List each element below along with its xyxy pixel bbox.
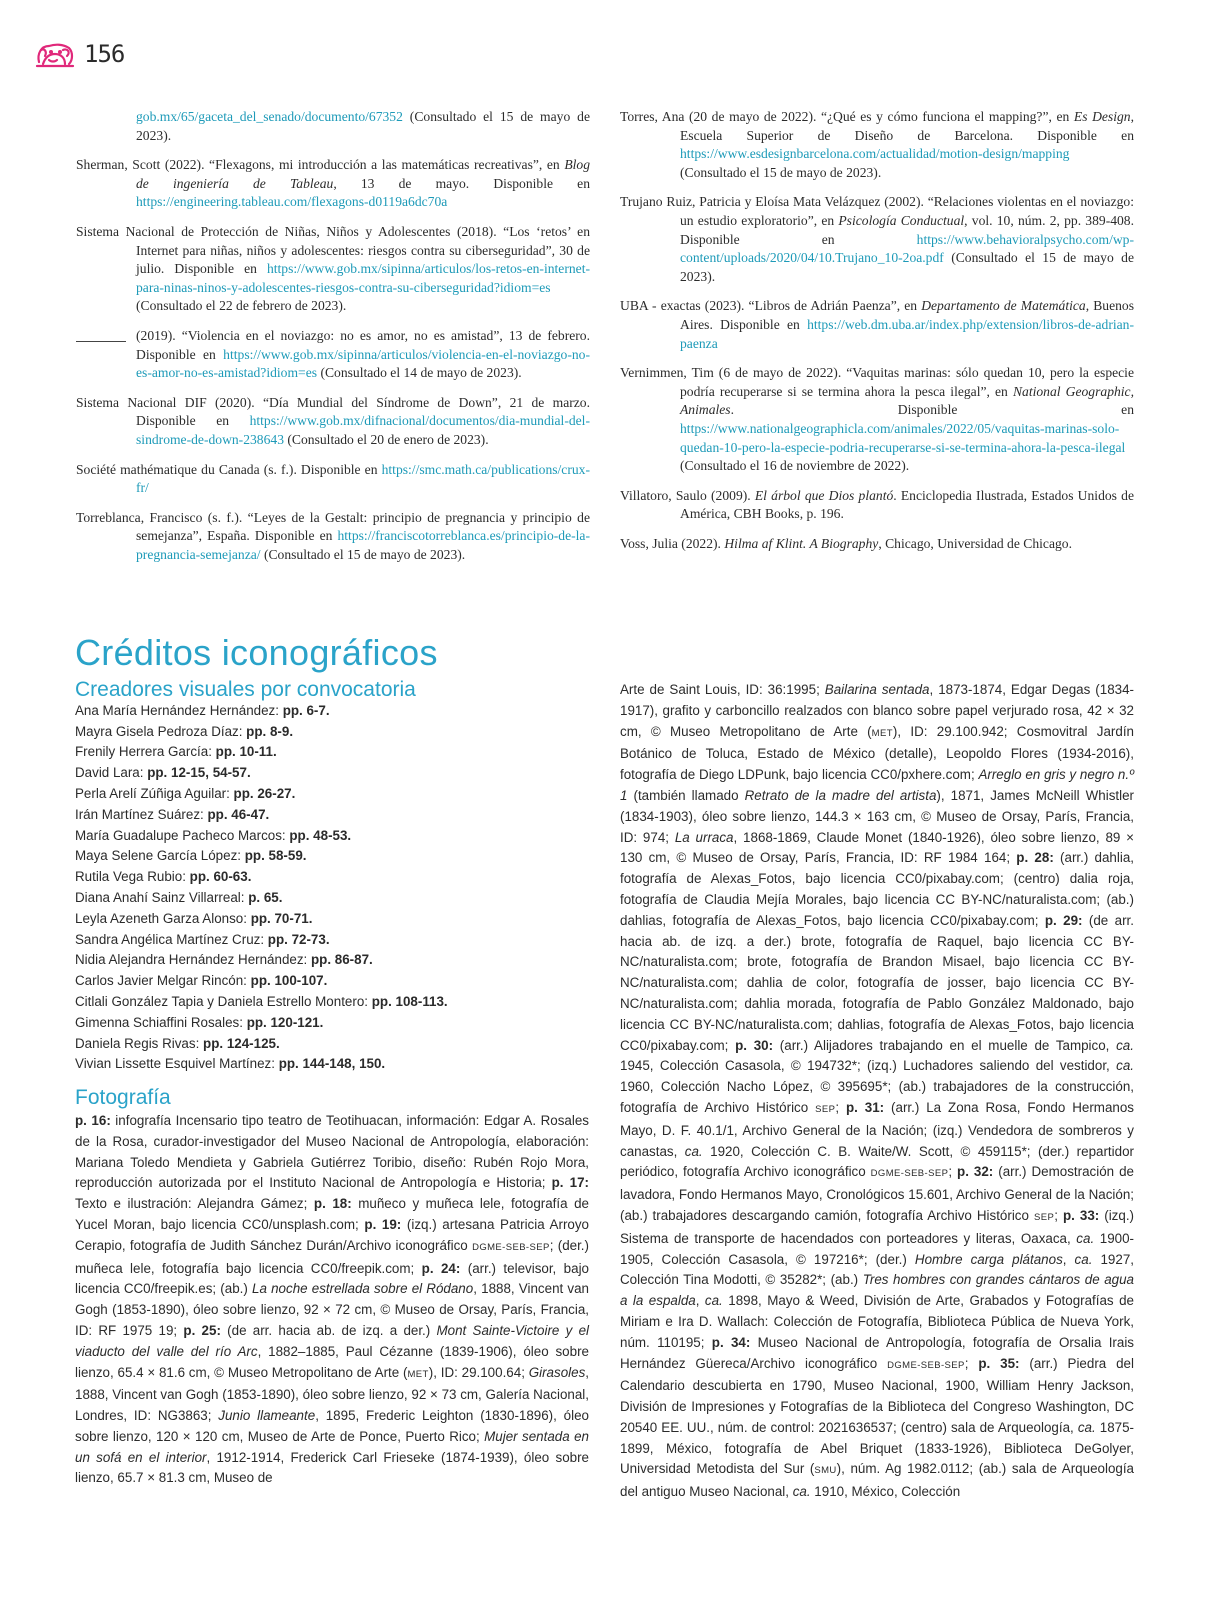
reference-text: , Escuela Superior de Diseño de Barcelona. Disponible en: [680, 109, 1134, 143]
creator-item: [75, 888, 589, 909]
reference-entry: [76, 394, 590, 450]
credit-text: infografía Incensario tipo teatro de Teotihuacan, información: Edgar A. Rosales de la Rosa, curador-investigador del Museo Nacional de Antropología, elaboración: Mariana Toledo Mendieta y Gabriela Gutiérrez Toribio, diseño: Rubén Rojo Mora, reproducción autorizada por el Instituto Nacional de Antropología e Historia;: [75, 1112, 589, 1191]
credit-text: 1960, Colección Nacho López, © 395695*; (ab.) trabajadores de la construcción, fotografía de Archivo Histórico: [620, 1079, 1134, 1115]
reference-repeat-dash: [76, 341, 126, 342]
creator-name: Perla Arelí Zúñiga Aguilar:: [75, 785, 234, 801]
reference-link[interactable]: https://www.gob.mx/sipinna/articulos/violencia-en-el-noviazgo-no-es-amor-no-es-amistad?idiom=es: [136, 346, 590, 381]
credit-page-ref: p. 34:: [711, 1334, 751, 1350]
credit-abbreviation: MET: [407, 1368, 429, 1380]
credit-work-title: ca.: [792, 1484, 811, 1500]
credit-text: (arr.) Demostración de lavadora, Fondo Hermanos Mayo, Cronológicos 15.601, Archivo General de la Nación; (ab.) trabajadores descargando camión, fotografía Archivo Histórico: [620, 1164, 1134, 1223]
reference-text: (2019). “Violencia en el noviazgo: no es amor, no es amistad”, 13 de febrero. Disponible en: [136, 327, 590, 362]
credit-text: , 1888, Vincent van Gogh (1853-1890), óleo sobre lienzo, 92 × 72 cm, © Museo de Orsay, París, Francia, ID: RF 1975 19;: [75, 1281, 590, 1338]
creator-pages: pp. 100-107.: [250, 973, 328, 989]
credit-text: , 1873-1874, Edgar Degas (1834-1917), grafito y carboncillo realzados con blanco sobre papel verjurado rosa, 42 × 32 cm, © Museo Metropolitano de Arte (: [620, 682, 1135, 739]
credit-text: 1900-1905, Colección Casasola, © 197216*; (der.): [620, 1230, 1135, 1267]
reference-text: Sistema Nacional de Protección de Niñas, Niños y Adolescentes (2018). “Los ‘retos’ en Internet para niñas, niños y adolescentes: riesgos contra su ciberseguridad”, 30 de julio. Disponible en: [76, 223, 590, 277]
credit-page-ref: p. 33:: [1062, 1207, 1100, 1223]
reference-source-title: El árbol que Dios plantó: [754, 487, 894, 503]
credit-page-ref: p. 16:: [75, 1112, 111, 1128]
creator-name: Sandra Angélica Martínez Cruz:: [75, 931, 268, 947]
credit-text: ), ID: 29.100.942; Cosmovitral Jardín Botánico de Toluca, Estado de México (detalle), Leopoldo Flores (1934-2016), fotografía de Diego LDPunk, bajo licencia CC0/pxhere.com;: [620, 723, 1134, 783]
creators-section-title: Creadores visuales por convocatoria: [75, 678, 416, 701]
creator-item: [75, 763, 589, 784]
reference-consulted: (Consultado el 15 de mayo de 2023).: [680, 164, 882, 180]
credit-text: 1875-1899, México, fotografía de Abel Briquet (1833-1926), Biblioteca DeGolyer, Universidad Metodista del Sur (: [620, 1419, 1134, 1477]
creator-pages: pp. 108-113.: [371, 993, 448, 1009]
credit-abbreviation: DGME-SEB-SEP: [472, 1241, 550, 1253]
creator-pages: pp. 86-87.: [310, 952, 373, 968]
creator-name: Mayra Gisela Pedroza Díaz:: [75, 723, 247, 739]
creator-name: David Lara:: [75, 765, 148, 781]
credit-text: ), ID: 29.100.64;: [428, 1364, 529, 1380]
credit-page-ref: p. 32:: [957, 1164, 994, 1180]
creator-pages: pp. 58-59.: [244, 848, 307, 864]
credit-text: (arr.) Alijadores trabajando en el muelle de Tampico,: [773, 1037, 1117, 1053]
reference-consulted: (Consultado el 15 de mayo de 2023).: [136, 109, 590, 143]
creator-item: [75, 950, 589, 971]
credit-abbreviation: DGME-SEB-SEP: [887, 1359, 965, 1371]
credits-right-column: [620, 680, 1134, 1503]
reference-source-title: National Geographic, Animales: [680, 383, 1134, 418]
credit-text: Museo Nacional de Antropología, fotografía de Orsalia Irais Hernández Güereca/Archivo iconográfico: [620, 1334, 1135, 1371]
references-right-column: [620, 108, 1134, 564]
creator-name: Gimenna Schiaffini Rosales:: [75, 1014, 247, 1030]
credit-work-title: Mont Sainte-Victoire y el viaducto del valle del río Arc: [75, 1322, 589, 1359]
creators-list: [75, 701, 589, 1075]
creator-item: [75, 722, 589, 743]
reference-link[interactable]: https://web.dm.uba.ar/index.php/extension/libros-de-adrian-paenza: [680, 316, 1134, 351]
creator-item: [75, 805, 589, 826]
reference-entry: [620, 535, 1134, 554]
credit-text: muñeco y muñeca lele, fotografía de Yucel Moran, bajo licencia CC0/unsplash.com;: [75, 1196, 589, 1232]
reference-entry: [620, 297, 1134, 353]
credit-work-title: Bailarina sentada: [824, 682, 930, 697]
creator-pages: pp. 46-47.: [207, 806, 270, 822]
reference-text: , Chicago, Universidad de Chicago.: [878, 535, 1072, 551]
credit-text: ;: [948, 1164, 958, 1180]
credit-text: , 1888, Vincent van Gogh (1853-1890), óleo sobre lienzo, 92 × 73 cm, Galería Nacional, Londres, ID: NG3863;: [75, 1364, 589, 1424]
creator-name: Vivian Lissette Esquivel Martínez:: [75, 1056, 279, 1072]
reference-source-title: Hilma af Klint. A Biography: [724, 535, 879, 551]
credit-text: (izq.) artesana Patricia Arroyo Cerapio, fotografía de Judith Sánchez Durán/Archivo iconográfico: [75, 1216, 589, 1253]
creator-item: [75, 992, 589, 1013]
reference-entry: [76, 461, 590, 498]
reference-text: Voss, Julia (2022).: [620, 535, 725, 551]
credit-page-ref: p. 30:: [735, 1037, 774, 1053]
creator-pages: pp. 26-27.: [233, 785, 296, 801]
credit-text: Arte de Saint Louis, ID: 36:1995;: [620, 682, 825, 697]
creator-item: [75, 909, 589, 930]
credit-work-title: Mujer sentada en un sofá en el interior: [75, 1428, 589, 1465]
photo-section-title: Fotografía: [75, 1086, 171, 1110]
credit-page-ref: p. 31:: [845, 1099, 885, 1115]
reference-text: . Enciclopedia Ilustrada, Estados Unidos de América, CBH Books, p. 196.: [680, 487, 1134, 522]
references-left-column: [76, 108, 590, 575]
credit-text: ,: [695, 1293, 705, 1309]
credit-work-title: Junio llameante: [218, 1408, 316, 1424]
creator-pages: pp. 48-53.: [289, 827, 352, 843]
reference-source-title: Psicología Conductual: [838, 212, 965, 228]
credit-work-title: Girasoles: [528, 1364, 586, 1380]
reference-link[interactable]: https://www.gob.mx/sipinna/articulos/los-retos-en-internet-para-ninas-ninos-y-adolescentes-riesgos-contra-su-ciberseguridad?idiom=es: [136, 261, 590, 295]
creator-name: Rutila Vega Rubio:: [75, 869, 190, 885]
reference-entry: [76, 156, 590, 212]
reference-text: . Disponible en: [730, 402, 1134, 418]
creator-pages: pp. 124-125.: [203, 1035, 280, 1051]
credit-text: 1898, Mayo & Weed, División de Arte, Grabados y Fotografías de Miriam e Ira D. Wallach: Colección de Fotografía, Biblioteca Pública de Nueva York, núm. 110195;: [620, 1293, 1134, 1350]
reference-text: Sistema Nacional DIF (2020). “Día Mundial del Síndrome de Down”, 21 de marzo. Disponible en: [76, 394, 590, 429]
creator-item: [75, 784, 589, 805]
reference-entry: [76, 509, 590, 565]
creator-item: [75, 742, 589, 763]
reference-text: , 13 de mayo. Disponible en: [333, 175, 590, 191]
credit-page-ref: p. 25:: [183, 1322, 221, 1338]
credit-page-ref: p. 29:: [1044, 912, 1083, 928]
reference-link[interactable]: https://www.esdesignbarcelona.com/actualidad/motion-design/mapping: [680, 146, 1070, 162]
reference-text: Torres, Ana (20 de mayo de 2022). “¿Qué es y cómo funciona el mapping?”, en: [620, 109, 1074, 124]
reference-consulted: (Consultado el 15 de mayo de 2023).: [260, 546, 466, 562]
credit-text: (de arr. hacia ab. de izq. a der.) brote, fotografía de Raquel, bajo licencia CC BY-NC/naturalista.com; brote, fotografía de Brandon Misael, bajo licencia CC BY-NC/naturalista.com; dahlia de color, fotografía de josser, bajo licencia CC BY-NC/naturalista.com; dahlia morada, fotografía de Pablo González Maldonado, bajo licencia CC BY-NC/naturalista.com; dahlias, fotografía de Alexas_Fotos, bajo licencia CC0/pixabay.com;: [620, 912, 1134, 1053]
credit-abbreviation: DGME-SEB-SEP: [870, 1168, 949, 1180]
photo-credits-paragraph-continued: [620, 680, 1134, 1503]
reference-text: Torreblanca, Francisco (s. f.). “Leyes de la Gestalt: principio de pregnancia y principio de semejanza”, España. Disponible en: [76, 509, 590, 544]
reference-link[interactable]: https://www.gob.mx/difnacional/documentos/dia-mundial-del-sindrome-de-down-238643: [136, 413, 590, 447]
reference-consulted: (Consultado el 14 de mayo de 2023).: [317, 365, 522, 381]
credit-work-title: ca.: [704, 1293, 723, 1309]
photo-credits-paragraph: [75, 1111, 589, 1489]
credit-work-title: ca.: [1116, 1058, 1134, 1074]
reference-entry: [620, 364, 1134, 476]
reference-link[interactable]: https://www.behavioralpsycho.com/wp-content/uploads/2020/04/10.Trujano_10-2oa.pdf: [680, 231, 1134, 266]
credit-text: 1927, Colección Tina Modotti, © 35282*; (ab.): [620, 1251, 1134, 1288]
creator-name: María Guadalupe Pacheco Marcos:: [75, 827, 290, 843]
creator-name: Irán Martínez Suárez:: [75, 806, 208, 822]
credit-text: ), núm. Ag 1982.0112; (ab.) sala de Arqueología del antiguo Museo Nacional,: [620, 1461, 1135, 1500]
creator-item: [75, 1013, 589, 1034]
reference-link[interactable]: https://smc.math.ca/publications/crux-fr/: [136, 461, 590, 496]
credit-page-ref: p. 17:: [551, 1175, 589, 1191]
credit-text: ;: [964, 1355, 979, 1371]
credit-text: (arr.) Piedra del Calendario descubierta en 1790, Museo Nacional, 1900, William Henry Jackson, División de Impresiones y Fotografías de la Biblioteca del Congreso Washington, DC 20540 EE. UU., núm. de control: 2021636537; (centro) sala de Arqueología,: [620, 1355, 1134, 1435]
creator-item: [75, 971, 589, 992]
reference-text: Société mathématique du Canada (s. f.). Disponible en: [76, 461, 382, 477]
reference-text: Sherman, Scott (2022). “Flexagons, mi introducción a las matemáticas recreativas”, en: [76, 157, 565, 173]
reference-entry: [76, 223, 590, 316]
credit-text: ;: [1054, 1207, 1063, 1223]
reference-text: Villatoro, Saulo (2009).: [620, 487, 755, 503]
creator-name: Nidia Alejandra Hernández Hernández:: [75, 952, 311, 968]
reference-consulted: (Consultado el 20 de enero de 2023).: [284, 431, 489, 447]
credit-text: , 1895, Frederic Leighton (1830-1896), óleo sobre lienzo, 120 × 120 cm, Museo de Arte de Ponce, Puerto Rico;: [75, 1408, 590, 1444]
credit-text: (arr.) televisor, bajo licencia CC0/freepik.es; (ab.): [75, 1260, 590, 1297]
creator-pages: pp. 12-15, 54-57.: [147, 765, 251, 781]
credit-page-ref: p. 18:: [313, 1196, 352, 1212]
creator-name: Diana Anahí Sainz Villarreal:: [75, 889, 249, 905]
credit-page-ref: p. 35:: [978, 1355, 1020, 1371]
credit-work-title: Arreglo en gris y negro n.º 1: [620, 767, 1134, 803]
reference-source-title: Departamento de Matemática: [921, 298, 1086, 314]
credit-abbreviation: SMU: [814, 1465, 837, 1477]
credit-abbreviation: SEP: [1033, 1211, 1055, 1223]
credit-work-title: ca.: [1074, 1251, 1093, 1267]
creator-item: [75, 701, 589, 722]
credit-work-title: ca.: [1076, 1230, 1095, 1246]
credit-abbreviation: MET: [871, 727, 893, 739]
credit-abbreviation: SEP: [815, 1103, 836, 1115]
reference-text: UBA - exactas (2023). “Libros de Adrián Paenza”, en: [620, 298, 922, 314]
creator-name: Ana María Hernández Hernández:: [75, 702, 283, 718]
reference-entry: [620, 108, 1134, 182]
creator-name: Leyla Azeneth Garza Alonso:: [75, 910, 251, 926]
reference-link[interactable]: https://franciscotorreblanca.es/principio-de-la-pregnancia-semejanza/: [136, 528, 590, 562]
reference-text: , Buenos Aires. Disponible en: [680, 298, 1135, 332]
creator-item: [75, 1054, 589, 1075]
reference-entry: [620, 193, 1134, 286]
creator-pages: pp. 144-148, 150.: [278, 1056, 386, 1072]
reference-source-title: Blog de ingeniería de Tableau: [136, 157, 590, 191]
creator-pages: pp. 120-121.: [246, 1014, 324, 1030]
creator-item: [75, 1034, 589, 1055]
reference-entry: [76, 108, 590, 145]
reference-link[interactable]: https://engineering.tableau.com/flexagons-d0119a6dc70a: [136, 194, 448, 210]
credit-text: ; (der.) muñeca lele, fotografía bajo licencia CC0/freepik.com;: [75, 1237, 589, 1276]
credit-work-title: ca.: [1077, 1419, 1096, 1435]
credit-text: , 1868-1869, Claude Monet (1840-1926), óleo sobre lienzo, 89 × 130 cm, © Museo de Orsay, París, Francia, ID: RF 1984 164;: [620, 829, 1134, 866]
reference-entry: [76, 327, 590, 383]
creator-pages: pp. 70-71.: [250, 910, 313, 926]
credit-text: 1945, Colección Casasola, © 194732*; (izq.) Luchadores saliendo del vestidor,: [620, 1058, 1117, 1074]
credit-text: (arr.) dahlia, fotografía de Alexas_Fotos, bajo licencia CC0/pixabay.com; (centro) dalia roja, fotografía de Claudia Mejía Morales, bajo licencia CC BY-NC/naturalista.com; (ab.) dahlias, fotografía de Alexas_Fotos, bajo licencia CC0/pixabay.com;: [620, 850, 1134, 928]
page-number: 156: [84, 40, 125, 68]
creator-name: Maya Selene García López:: [75, 848, 245, 864]
credit-page-ref: p. 24:: [421, 1260, 461, 1276]
credit-text: , 1912-1914, Frederick Carl Frieseke (1874-1939), óleo sobre lienzo, 65.7 × 81.3 cm, Museo de: [75, 1449, 589, 1486]
credit-text: (arr.) La Zona Rosa, Fondo Hermanos Mayo, D. F. 40.1/1, Archivo General de la Nación; (izq.) Vendedora de sombreros y canastas,: [620, 1099, 1134, 1159]
credits-title: Créditos iconográficos: [75, 632, 438, 673]
reference-consulted: (Consultado el 15 de mayo de 2023).: [680, 250, 1134, 284]
creator-item: [75, 846, 589, 867]
reference-link[interactable]: gob.mx/65/gaceta_del_senado/documento/67352: [136, 109, 403, 124]
credit-work-title: Hombre carga plátanos: [914, 1251, 1063, 1267]
creator-item: [75, 867, 589, 888]
creator-name: Citlali González Tapia y Daniela Estrello Montero:: [75, 993, 372, 1009]
creator-pages: p. 65.: [248, 889, 283, 905]
credit-text: ), 1871, James McNeill Whistler (1834-1903), óleo sobre lienzo, 144.3 × 163 cm, © Museo de Orsay, París, Francia, ID: 974;: [620, 787, 1134, 845]
reference-consulted: (Consultado el 16 de noviembre de 2022).: [680, 458, 910, 474]
credit-work-title: Tres hombres con grandes cántaros de agua a la espalda: [620, 1272, 1134, 1309]
creator-name: Carlos Javier Melgar Rincón:: [75, 973, 251, 989]
credit-text: (de arr. hacia ab. de izq. a der.): [220, 1322, 437, 1338]
reference-text: Trujano Ruiz, Patricia y Eloísa Mata Velázquez (2002). “Relaciones violentas en el noviazgo: un estudio exploratorio”, en: [620, 194, 1134, 228]
emblem-logo-icon: [33, 40, 77, 72]
credit-text: 1920, Colección C. B. Waite/W. Scott, © 459115*; (der.) repartidor periódico, fotografía Archivo iconográfico: [620, 1143, 1134, 1180]
credit-work-title: ca.: [684, 1143, 703, 1159]
creator-name: Frenily Herrera García:: [75, 744, 216, 760]
creator-pages: pp. 60-63.: [189, 869, 252, 885]
credit-work-title: La noche estrellada sobre el Ródano: [252, 1281, 474, 1297]
reference-link[interactable]: https://www.nationalgeographicla.com/animales/2022/05/vaquitas-marinas-solo-quedan-10-pero-la-especie-podria-recuperarse-si-se-termina-ahora-la-pesca-ilegal: [680, 420, 1126, 455]
credit-text: Texto e ilustración: Alejandra Gámez;: [75, 1196, 314, 1212]
creator-item: [75, 826, 589, 847]
reference-consulted: (Consultado el 22 de febrero de 2023).: [136, 298, 347, 314]
credit-work-title: ca.: [1116, 1037, 1134, 1053]
credit-page-ref: p. 28:: [1016, 850, 1054, 866]
credit-text: 1910, México, Colección: [810, 1484, 961, 1500]
credit-text: , 1882–1885, Paul Cézanne (1839-1906), óleo sobre lienzo, 65.4 × 81.6 cm, © Museo Metropolitano de Arte (: [75, 1343, 589, 1380]
credit-text: ;: [835, 1099, 846, 1115]
creator-pages: pp. 10-11.: [215, 744, 277, 760]
reference-text: , vol. 10, núm. 2, pp. 389-408. Disponible en: [680, 212, 1135, 247]
creator-name: Daniela Regis Rivas:: [75, 1035, 204, 1051]
creator-item: [75, 930, 589, 951]
credit-work-title: La urraca: [674, 829, 734, 845]
creator-pages: pp. 72-73.: [267, 931, 330, 947]
credit-text: ,: [1062, 1251, 1075, 1267]
creator-pages: pp. 6-7.: [282, 702, 330, 718]
credit-page-ref: p. 19:: [364, 1216, 402, 1232]
reference-text: Vernimmen, Tim (6 de mayo de 2022). “Vaquitas marinas: sólo quedan 10, pero la especie podría recuperarse si se termina ahora la pesca ilegal”, en: [620, 365, 1134, 399]
credit-text: (también llamado: [627, 787, 745, 803]
reference-entry: [620, 487, 1134, 524]
credit-text: (izq.) Sistema de transporte de hacendados con porteadores y literas, Oaxaca,: [620, 1207, 1135, 1246]
reference-source-title: Es Design: [1073, 109, 1131, 124]
credits-left-column: [75, 680, 589, 1489]
credit-work-title: Retrato de la madre del artista: [744, 787, 937, 803]
creator-pages: pp. 8-9.: [246, 723, 294, 739]
